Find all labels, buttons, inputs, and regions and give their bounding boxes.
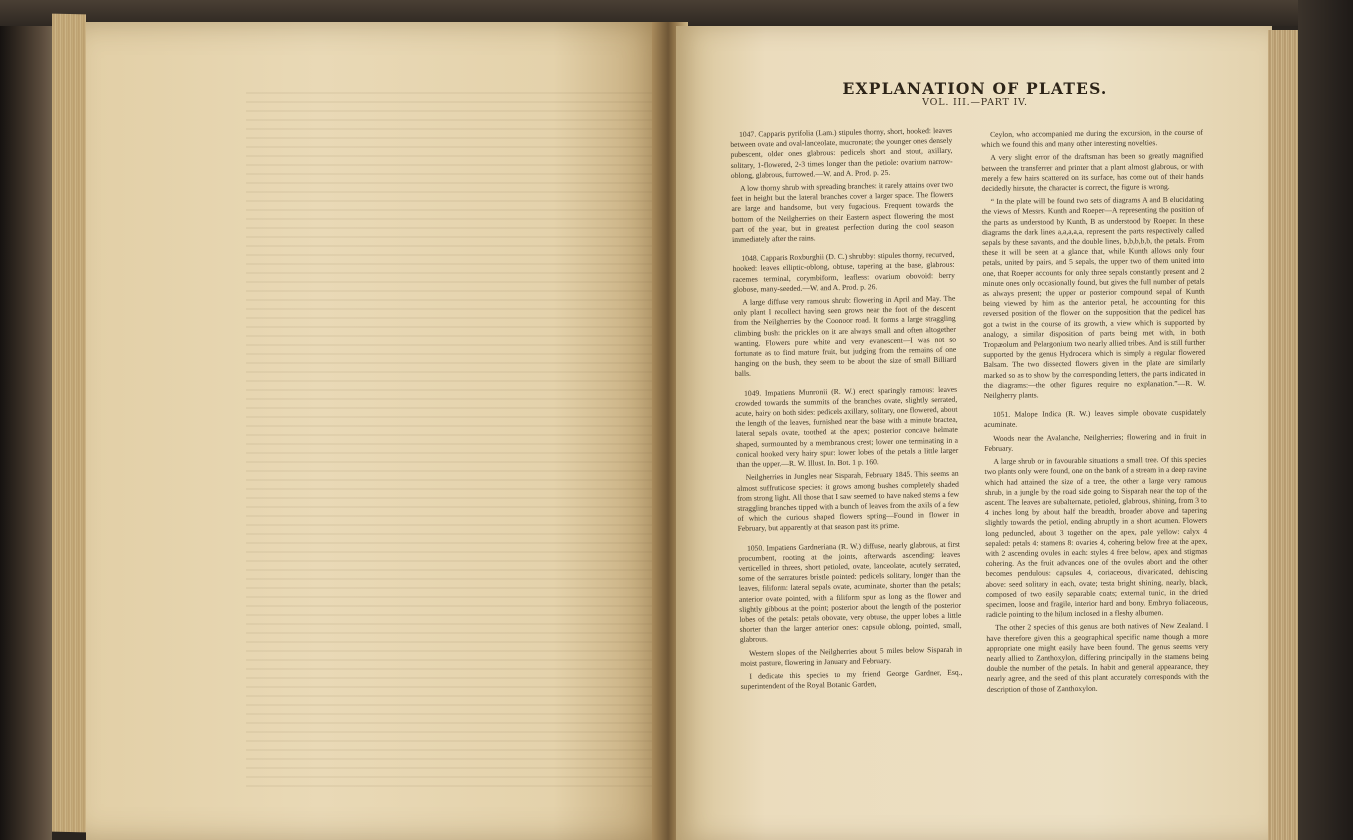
- book-binding-left: [0, 0, 52, 840]
- paragraph: 1051. Malope Indica (R. W.) leaves simple obovate cuspidately acuminate.: [984, 407, 1207, 430]
- text-column-left: [730, 126, 963, 696]
- paragraph: A large shrub or in favourable situations a small tree. Of this species two plants only were found, one on the bank of a stream in a deep ravine which had attained the size of a tree, the other a large very ramous shrub, in a jungle by the road side going to Sisparah near the top of the ascent. The leaves are subalternate, petioled, glabrous, shining, from 3 to 4 inches long by about half the breadth, broader above and tapering slightly towards the petiol, ending abruptly in a short acumen. Flowers long peduncled, about 3 together on the apex, pale yellow: calyx 4 sepaled: petals 4: stamens 8: ovaries 4, cohering below free at the apex, with 2 ascending ovules in each: styles 4 free below, apex and stigmas cohering. As the fruit advances one of the ovules abort and the other becomes pendulous: capsules 4, coriaceous, divaricated, dehiscing above: seed solitary in each, ovate; testa bright shining, nearly, black, composed of two easily separable coats; external tunic, in the dried specimen, loose and fragile, interior hard and bony. Embryo foliaceous, radicle pointing to the hilum inclosed in a fleshy albumen.: [984, 454, 1209, 620]
- paragraph: “ In the plate will be found two sets of diagrams A and B elucidating the views of Messrs. Kunth and Roeper—A representing the position of the parts as understood by Kunth, B as understood by Roeper. In these diagrams the dark lines a,a,a,a,a, represent the parts respectively called sepals by these savants, and the double lines, b,b,b,b,b, the petals. From these it will be seen at a glance that, while Kunth allows only four petals, united by pairs, and 5 sepals, the upper two of them united into one, that Roeper accounts for only three sepals constantly present and 2 minute ones only occasionally found, but gives the full number of petals as always present; the upper or posterior compound sepal of Kunth being viewed by him as the anterior petal, he accounting for this reversed position of the flower on the supposition that the pedicel has got a twist in the course of its growth, a view which is supported by analogy, a similar disposition of parts being met with, in both Tropæolum and Pelargonium two nearly allied tribes. And is still further supported by the genus Hydrocera which is simply a regular flowered Balsam. The two dissected flowers given in the plate are similarly marked so as to show by the corresponding letters, the parts indicated in the diagrams:—the other figures require no explanation.”—R. W. Neilgherry plants.: [981, 194, 1206, 401]
- blank-left-page: [86, 22, 670, 840]
- paragraph: 1050. Impatiens Gardneriana (R. W.) diffuse, nearly glabrous, at first procumbent, rooting at the joints, afterwards ascending: leaves verticelled in threes, short petioled, ovate, lanceolate, acutely serrated, some of the serratures bristle pointed: pedicels solitary, longer than the leaves, filiform: lateral sepals ovate, acuminate, shorter than the petals; anterior ovate pointed, with a filiform spur as long as the flower and slightly gibbous at the point; posterior about the length of the posterior lobes of the petals: petals obovate, very obtuse, the upper lobes a little shorter than the larger anterior ones: capsule oblong, pointed, small, glabrous.: [738, 539, 962, 645]
- show-through-text: [246, 92, 686, 792]
- paragraph: Western slopes of the Neilgherries about 5 miles below Sisparah in moist pasture, flowering in January and February.: [740, 644, 963, 668]
- paragraph: Woods near the Avalanche, Neilgherries; flowering and in fruit in February.: [984, 431, 1207, 453]
- paragraph: A very slight error of the draftsman has been so greatly magnified between the transferrer and printer that a plant almost glabrous, or with merely a few hairs scattered on its surface, has come out of their hands decidedly hirsute, the character is correct, the figure is wrong.: [981, 151, 1204, 194]
- paragraph: Ceylon, who accompanied me during the excursion, in the course of which we found this and many other interesting novelties.: [981, 127, 1204, 150]
- book-cover-right: [1298, 0, 1353, 840]
- text-column-right: [981, 128, 1209, 698]
- paragraph: A low thorny shrub with spreading branches: it rarely attains over two feet in height but the lateral branches cover a larger space. The flowers are large and handsome, but very fugacious. Frequent towards the bottom of the Neilgherries on their Eastern aspect flowering the most part of the year, but in greatest perfection during the cool season immediately after the rains.: [731, 179, 954, 245]
- page-stack-left: [52, 14, 86, 833]
- page-title: EXPLANATION OF PLATES.: [842, 79, 1108, 98]
- paragraph: A large diffuse very ramous shrub: flowering in April and May. The only plant I recollect having seen grows near the foot of the descent from the Neilgherries by the Coonoor road. It forms a large straggling climbing bush: the prickles on it are always small and often altogether wanting. Flowers pure white and very evanescent—I was not so fortunate as to find mature fruit, but judging from the remains of one hanging on the bush, they seem to be about the size of small Billiard balls.: [733, 293, 957, 379]
- paragraph: 1049. Impatiens Munronii (R. W.) erect sparingly ramous: leaves crowded towards the summits of the branches ovate, slightly serrated, acute, hairy on both sides: pedicels axillary, solitary, one flowered, about the length of the leaves, furnished near the base with a minute bractea, lateral sepals ovate, toothed at the apex; posterior concave helmate shaped, surmounted by a membranous crest; lower one terminating in a conical hooked very hairy spur: lower lobes of the petals a little larger than the upper.—R. W. Illust. In. Bot. 1 p. 160.: [735, 384, 959, 470]
- page-subtitle: VOL. III.—PART IV.: [922, 97, 1028, 108]
- page-stack-right: [1268, 30, 1298, 840]
- paragraph: 1048. Capparis Roxburghii (D. C.) shrubby: stipules thorny, recurved, hooked: leaves elliptic-oblong, obtuse, tapering at the base, glabrous: racemes terminal, corymbiform, leafless: ovarium obovoid: berry globose, many-seeded.—W. and A. Prod. p. 26.: [732, 249, 955, 294]
- paragraph: I dedicate this species to my friend George Gardner, Esq., superintendent of the Royal Botanic Garden,: [740, 667, 963, 692]
- paragraph: The other 2 species of this genus are both natives of New Zealand. I have therefore given this a geographical specific name though a more appropriate one might easily have been found. The genus seems very nearly allied to Zanthoxylon, differing principally in the stamens being double the number of the petals. In habit and general appearance, they nearly agree, and the seed of this plant accurately corresponds with the description of those of Zanthoxylon.: [986, 620, 1209, 694]
- paragraph: Neilgherries in Jungles near Sisparah, February 1845. This seems an almost suffruticose species: it grows among bushes completely shaded from strong light. All those that I saw seemed to have naked stems a few straggling branches tipped with a bunch of leaves from the axils of a few of which the curious shaped flowers spring—Found in flower in February, but apparently at that season past its prime.: [736, 468, 960, 534]
- paragraph: 1047. Capparis pyrifolia (Lam.) stipules thorny, short, hooked: leaves between ovate and oval-lanceolate, mucronate; the younger ones densely pubescent, older ones glabrous: pedicels short and stout, axillary, solitary, 1-flowered, 2-3 times longer than the petiole: ovarium narrow-oblong, glabrous, furrowed.—W. and A. Prod. p. 25.: [730, 125, 953, 180]
